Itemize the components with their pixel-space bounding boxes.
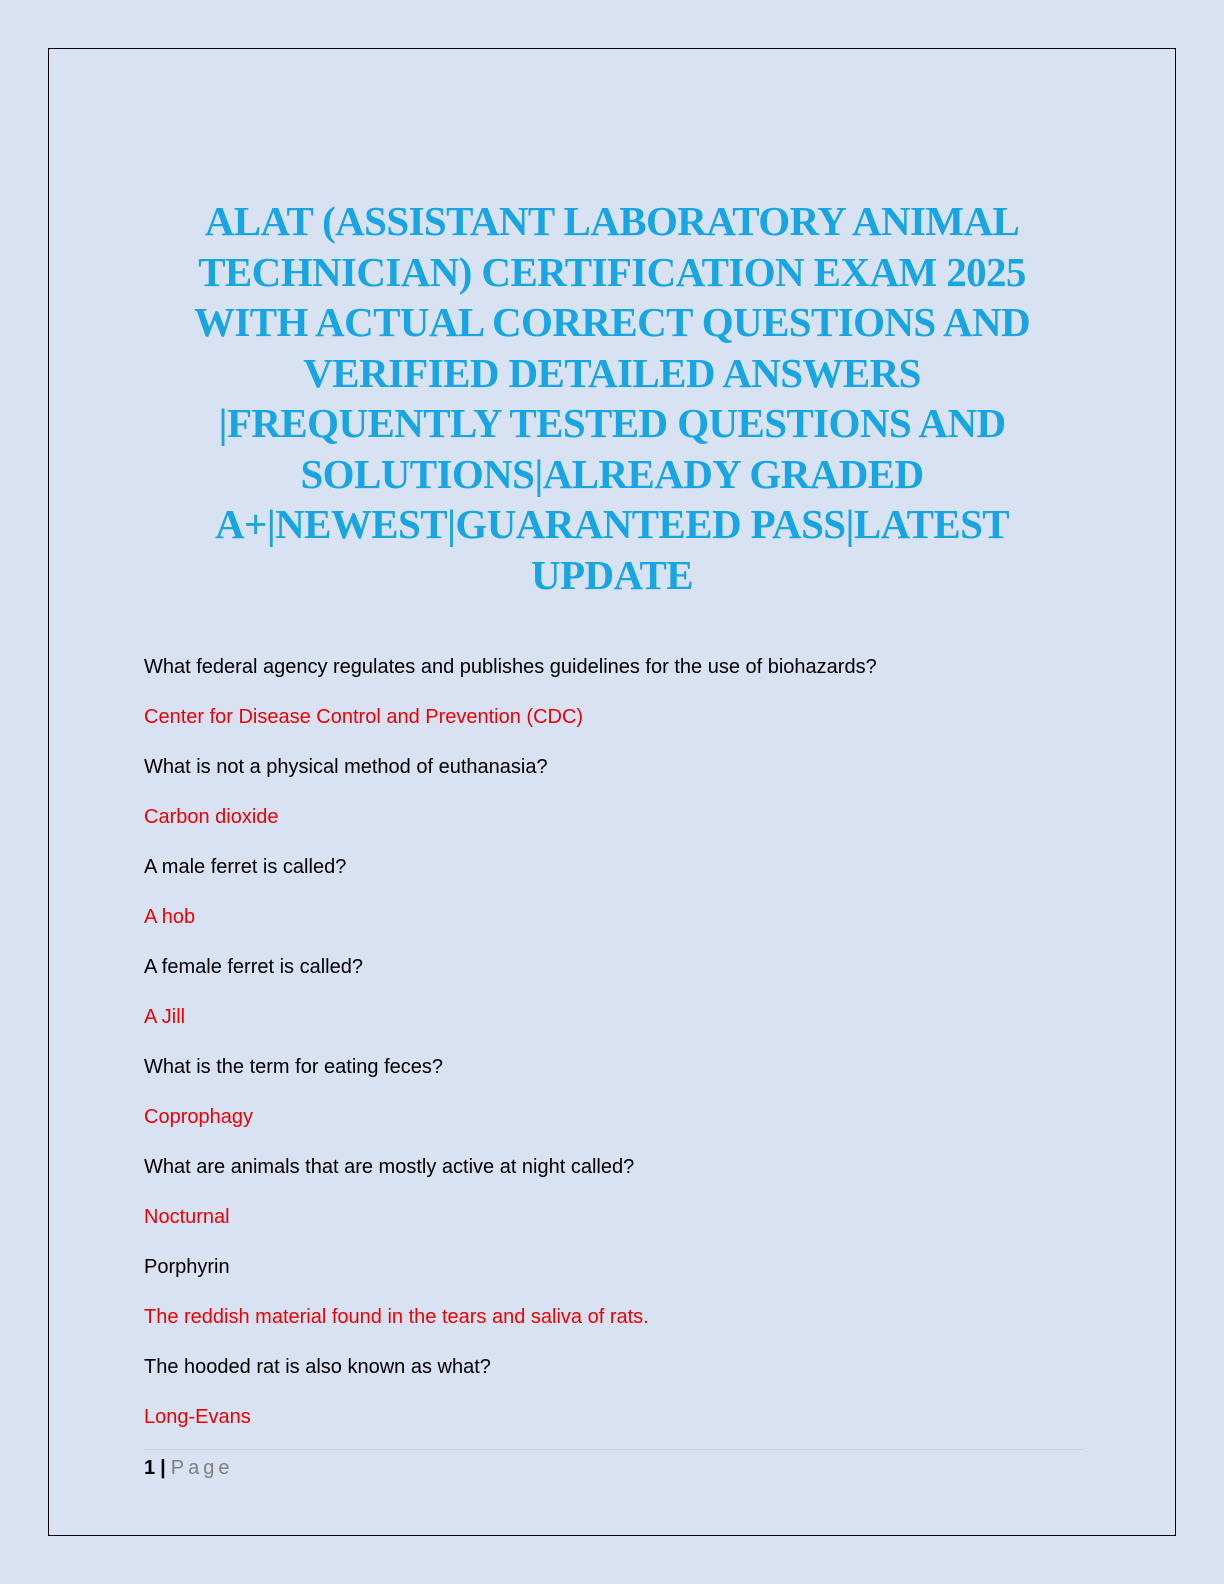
answer-text: Center for Disease Control and Prevention (CDC) xyxy=(144,706,584,728)
answer-text: Long-Evans xyxy=(144,1406,251,1428)
answer-text: Coprophagy xyxy=(144,1106,253,1128)
question-text: What are animals that are mostly active at night called? xyxy=(144,1156,635,1178)
page-label: Page xyxy=(170,1457,234,1479)
question-text: Porphyrin xyxy=(144,1256,230,1278)
question-answer-list xyxy=(144,652,1084,1452)
page-footer xyxy=(144,1454,233,1482)
answer-text: Carbon dioxide xyxy=(144,806,279,828)
footer-separator: | xyxy=(160,1457,166,1479)
title-line: |FREQUENTLY TESTED QUESTIONS AND xyxy=(218,400,1006,446)
title-line: ALAT (ASSISTANT LABORATORY ANIMAL xyxy=(204,198,1020,244)
answer-text: A hob xyxy=(144,906,196,928)
answer-text: The reddish material found in the tears and saliva of rats. xyxy=(144,1306,649,1328)
question-text: What is not a physical method of euthanasia? xyxy=(144,756,548,778)
answer-text: Nocturnal xyxy=(144,1206,230,1228)
title-line: WITH ACTUAL CORRECT QUESTIONS AND xyxy=(193,299,1031,345)
answer-text: A Jill xyxy=(144,1006,186,1028)
footer-divider xyxy=(144,1449,1084,1450)
title-line: TECHNICIAN) CERTIFICATION EXAM 2025 xyxy=(198,248,1026,295)
question-text: What federal agency regulates and publishes guidelines for the use of biohazards? xyxy=(144,656,877,678)
question-text: A male ferret is called? xyxy=(144,856,347,878)
title-line: A+|NEWEST|GUARANTEED PASS|LATEST xyxy=(214,501,1010,547)
question-text: What is the term for eating feces? xyxy=(144,1056,444,1078)
question-text: A female ferret is called? xyxy=(144,956,363,978)
title-line: UPDATE xyxy=(531,551,693,598)
title-line: SOLUTIONS|ALREADY GRADED xyxy=(300,450,924,497)
page-number: 1 xyxy=(144,1457,156,1479)
title-line: VERIFIED DETAILED ANSWERS xyxy=(303,349,921,396)
document-title xyxy=(120,196,1104,600)
question-text: The hooded rat is also known as what? xyxy=(144,1356,491,1378)
